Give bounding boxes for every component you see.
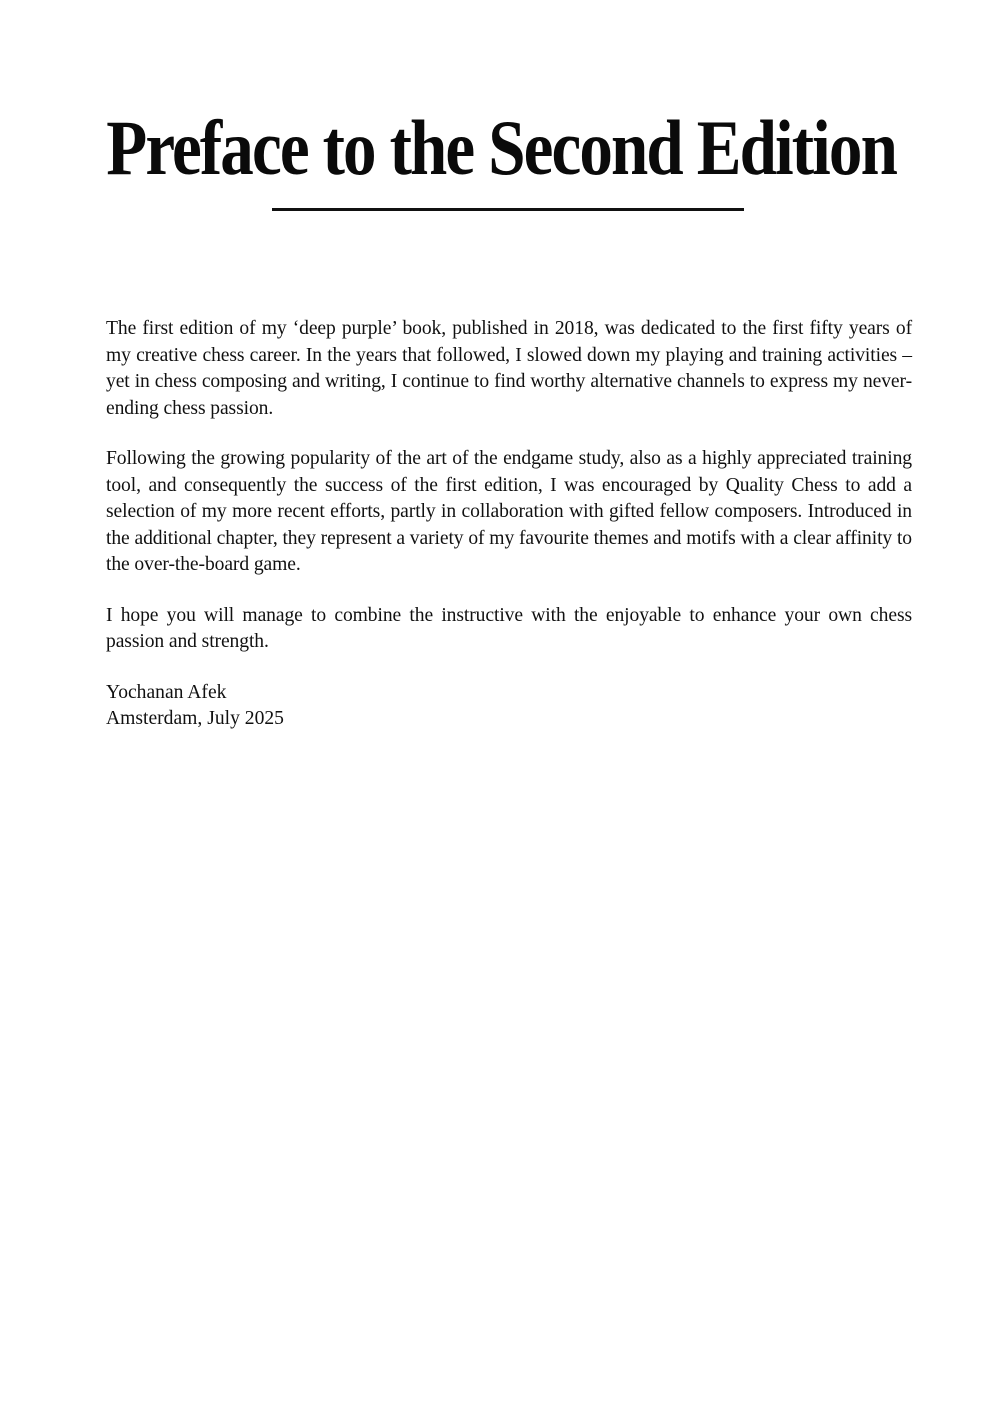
paragraph-3: I hope you will manage to combine the instructive with the enjoyable to enhance your own chess passion and strength.	[106, 604, 912, 652]
paragraph-2: Following the growing popularity of the art of the endgame study, also as a highly appreciated training tool, and consequently the success of the first edition, I was encouraged by Quality Chess to add a selection of my more recent efforts, partly in collaboration with gifted fellow composers. Introduced in the additional chapter, they represent a variety of my favourite themes and motifs with a clear affinity to the over-the-board game.	[106, 448, 912, 575]
signature-block	[106, 680, 912, 733]
place-date: Amsterdam, July 2025	[106, 708, 284, 729]
page-title: Preface to the Second Edition	[106, 104, 896, 191]
paragraph-1: The first edition of my ‘deep purple’ book, published in 2018, was dedicated to the first fifty years of my creative chess career. In the years that followed, I slowed down my playing and training activities – yet in chess composing and writing, I continue to find worthy alternative channels to express my never-ending chess passion.	[106, 318, 912, 419]
author-name: Yochanan Afek	[106, 681, 227, 703]
preface-body	[106, 316, 912, 733]
title-underline	[272, 208, 744, 211]
